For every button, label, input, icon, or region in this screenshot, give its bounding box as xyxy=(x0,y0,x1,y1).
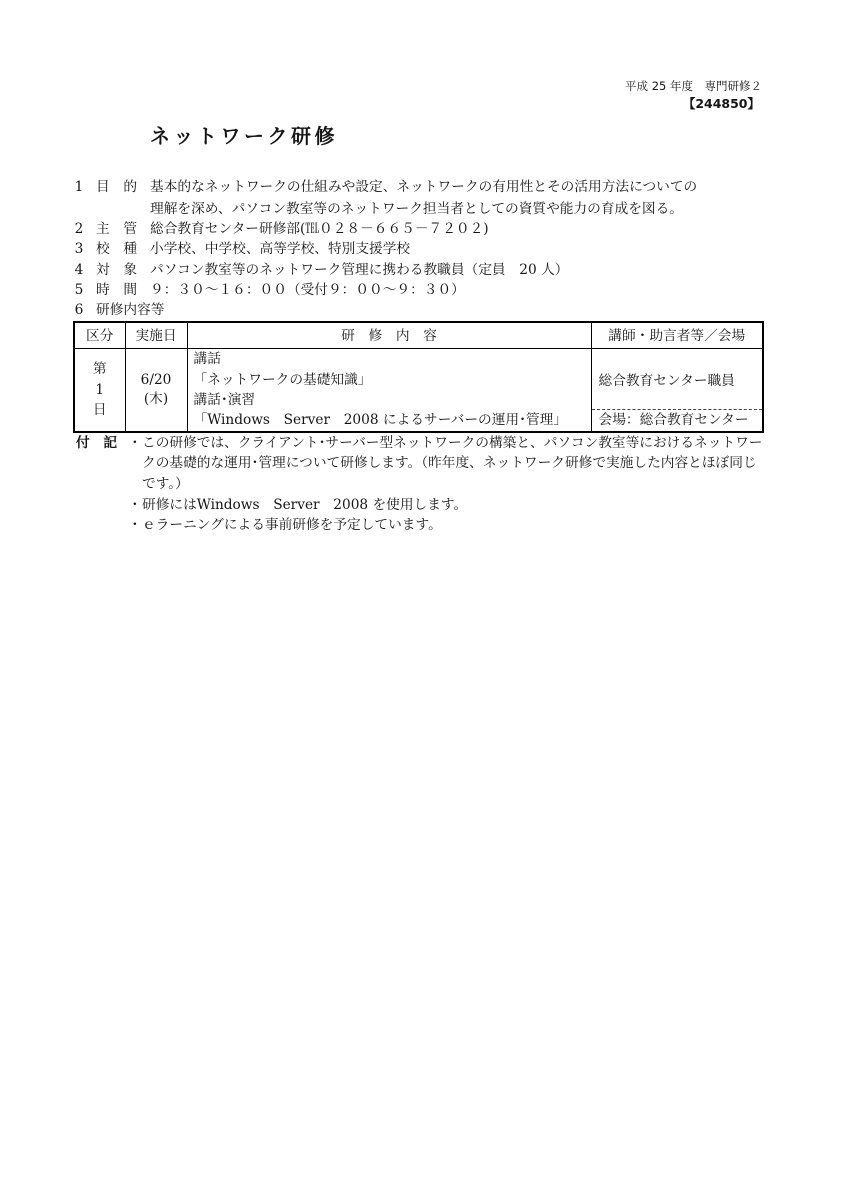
note-item xyxy=(128,515,762,536)
table-header xyxy=(74,322,763,349)
note-line: この研修では、クライアント･サーバー型ネットワークの構築と、パソコン教室等におけるネットワー xyxy=(142,434,763,451)
section-number: 2 xyxy=(74,221,84,237)
course-code: 【244850】 xyxy=(682,96,760,111)
section-number: 6 xyxy=(74,302,84,318)
cell-date xyxy=(125,349,187,433)
table-row xyxy=(74,349,763,433)
instructor-text: 総合教育センター職員 xyxy=(598,373,735,389)
section-number: 1 xyxy=(74,178,84,195)
note-line: ｅラーニングによる事前研修を予定しています。 xyxy=(142,517,442,534)
content-line: 講話 xyxy=(193,351,221,368)
note-item xyxy=(128,433,762,495)
category-char: 1 xyxy=(95,381,105,398)
note-item xyxy=(128,495,762,516)
note-line: クの基礎的な運用･管理について研修します。（昨年度、ネットワーク研修で実施した内容とほぼ同じ xyxy=(142,455,757,472)
instructor xyxy=(592,349,763,410)
section-text xyxy=(150,176,697,221)
section-line: 理解を深め、パソコン教室等のネットワーク担当者としての資質や能力の育成を図る。 xyxy=(150,201,683,217)
note-line: です。） xyxy=(142,475,189,492)
page-title: ネットワーク研修 xyxy=(150,124,338,148)
header-date: 実施日 xyxy=(125,322,187,349)
notes-list xyxy=(128,433,762,537)
content-line: 「ネットワークの基礎知識」 xyxy=(193,371,372,388)
header-category: 区分 xyxy=(74,322,125,349)
header-instructor-venue: 講師・助言者等／会場 xyxy=(591,322,763,349)
content-line: 講話･演習 xyxy=(193,392,256,408)
note-text xyxy=(142,433,762,495)
section-line: 基本的なネットワークの仕組みや設定、ネットワークの有用性とその活用方法についての xyxy=(150,178,698,195)
cell-content xyxy=(187,349,591,433)
date-value: 6/20 xyxy=(140,372,172,388)
notes-label: 付 記 xyxy=(76,434,118,451)
section-number: 4 xyxy=(74,262,84,278)
header-content: 研 修 内 容 xyxy=(187,322,591,349)
section-text xyxy=(150,219,489,239)
section-line: ９：３０～１６：００（受付９：００～９：３０） xyxy=(150,282,465,298)
section-label: 研修内容等 xyxy=(96,302,165,318)
table-body xyxy=(74,349,763,433)
cell-category xyxy=(74,349,125,433)
schedule-table xyxy=(73,321,764,433)
bullet-marker: ・ xyxy=(128,434,142,451)
cell-instructor-venue xyxy=(591,349,763,433)
section-line: 総合教育センター研修部(℡０２８－６６５－７２０２) xyxy=(150,221,489,237)
content-line: 「Windows Server 2008 によるサーバーの運用･管理」 xyxy=(193,412,568,429)
note-text xyxy=(142,515,442,536)
section-text xyxy=(150,260,568,280)
section-text xyxy=(150,280,465,300)
weekday-value: (木) xyxy=(143,391,169,407)
venue: 会場：総合教育センター xyxy=(598,412,749,428)
section-label: 時 間 xyxy=(96,282,138,298)
table-header-row xyxy=(74,322,763,349)
section-number: 3 xyxy=(74,241,84,257)
bullet-marker: ・ xyxy=(128,496,142,513)
section-text xyxy=(150,239,410,259)
section-line: 小学校、中学校、高等学校、特別支援学校 xyxy=(150,241,411,257)
category-char: 第 xyxy=(92,361,107,378)
section-label: 主 管 xyxy=(96,221,138,237)
section-label: 目 的 xyxy=(96,178,138,195)
note-line: 研修にはWindows Server 2008 を使用します。 xyxy=(142,496,468,513)
bullet-marker: ・ xyxy=(128,517,142,534)
note-text xyxy=(142,495,467,516)
section-line: パソコン教室等のネットワーク管理に携わる教職員（定員 20 人） xyxy=(150,262,569,278)
fiscal-year-category: 平成 25 年度 専門研修２ xyxy=(625,79,762,93)
section-number: 5 xyxy=(74,282,84,298)
category-char: 日 xyxy=(92,402,107,419)
section-label: 対 象 xyxy=(96,262,138,278)
section-label: 校 種 xyxy=(96,241,138,257)
